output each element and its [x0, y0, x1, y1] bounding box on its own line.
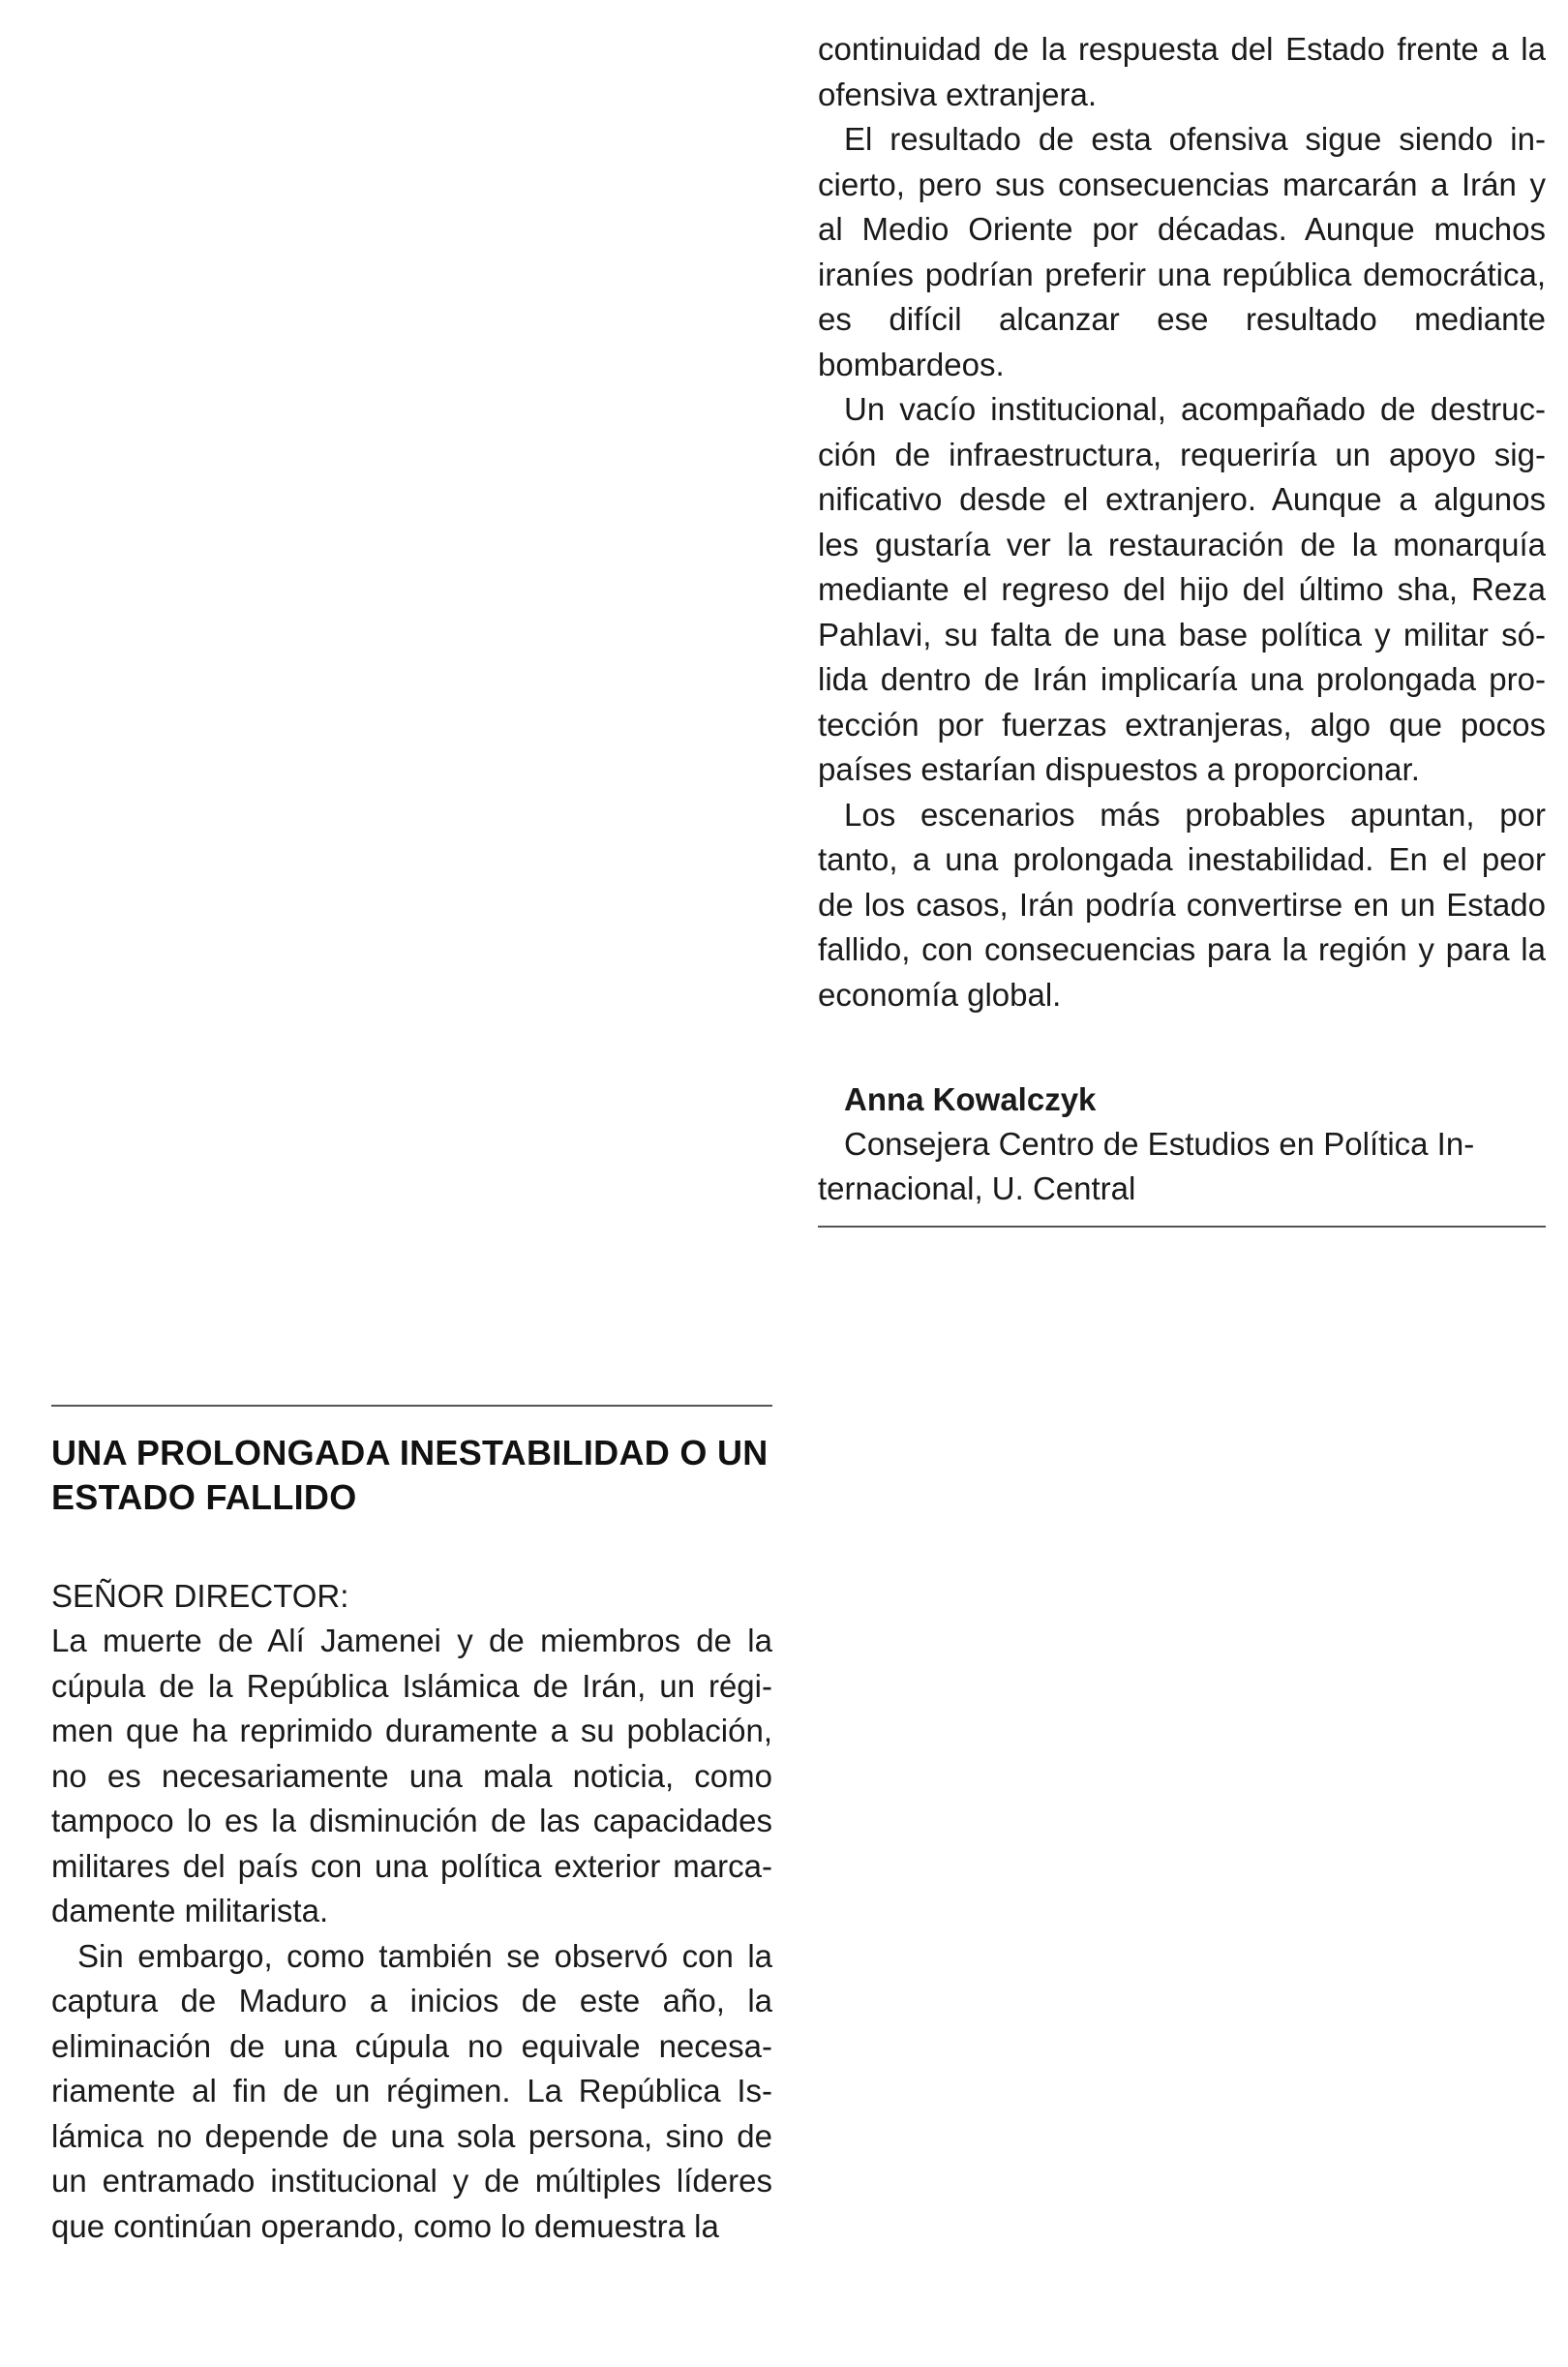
right-paragraph-2: El resultado de esta ofensiva sigue siendo incierto, pero sus consecuencias marcarán a Irán y al Medio Oriente por décadas. Aunque muchos iraníes podrían preferir una república democrática, es difícil alcanzar ese resultado mediante bombardeos.: [818, 121, 1546, 382]
letter-paragraph-1: La muerte de Alí Jamenei y de miembros de la cúpula de la República Islámica de Irán, un régimen que ha reprimido duramente a su población, no es necesariamente una mala noticia, como tampoco lo es la disminución de las capacidades militares del país con una política exterior marcadamente militarista.: [51, 1623, 772, 1928]
letter-body: [51, 1619, 772, 2249]
right-column: [818, 27, 1546, 1211]
letter-salutation: SEÑOR DIRECTOR:: [51, 1578, 349, 1614]
right-paragraph-3: Un vacío institucional, acompañado de destrucción de infraestructura, requeriría un apoyo significativo desde el extranjero. Aunque a algunos les gustaría ver la restauración de la monarquía mediante el regreso del hijo del último sha, Reza Pahlavi, su falta de una base política y militar sólida dentro de Irán implicaría una prolongada protección por fuerzas extranjeras, algo que pocos países estarían dispuestos a proporcionar.: [818, 391, 1546, 787]
letter-headline: UNA PROLONGADA INESTABILIDAD O UN ESTADO FALLIDO: [51, 1433, 769, 1517]
section-divider-right: [818, 1226, 1546, 1228]
author-signature: [818, 1077, 1546, 1211]
section-divider-left: [51, 1405, 772, 1407]
author-role: Consejera Centro de Estudios en Política In-ternacional, U. Central: [818, 1126, 1475, 1206]
author-name: Anna Kowalczyk: [844, 1081, 1097, 1117]
letter-paragraph-2: Sin embargo, como también se observó con la captura de Maduro a inicios de este año, la eliminación de una cúpula no equivale necesariamente al fin de un régimen. La República Islámica no depende de una sola persona, sino de un entramado institucional y de múltiples líderes que continúan operando, como lo demuestra la: [51, 1937, 772, 2244]
right-paragraph-1: continuidad de la respuesta del Estado frente a la ofensiva extranjera.: [818, 31, 1546, 112]
right-paragraph-4: Los escenarios más probables apuntan, por tanto, a una prolongada inestabilidad. En el peor de los casos, Irán podría convertirse en un Estado fallido, con consecuencias para la región y para la economía global.: [818, 796, 1546, 1013]
